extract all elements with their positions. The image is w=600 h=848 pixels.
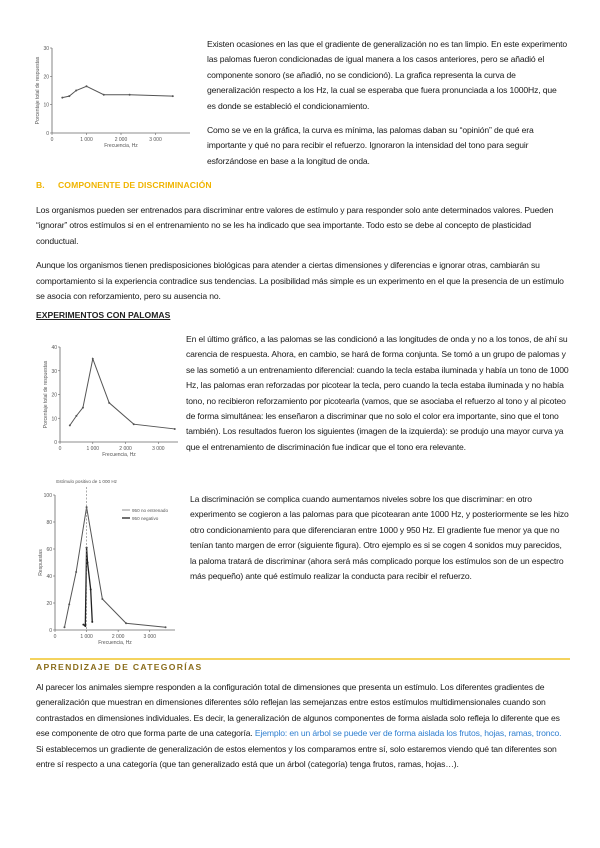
data-point bbox=[172, 95, 174, 97]
x-axis-label: Frecuencia, Hz bbox=[98, 640, 132, 645]
paragraph: En el último gráfico, a las palomas se las condicionó a las longitudes de onda y no a los tonos, de ahí su carencia de respuesta. Ahora, en cambio, se hará de forma conjunta. Se tomó a un grupo de palomas y se las sometió a un entrenamiento diferencial: cuando la tecla estaba iluminada y había un tono de 1000 Hz, las palomas eran reforzadas por picotear la tecla, pero cuando la tecla estaba iluminada y no había tono, no recibieron reforzamiento por picotearla (vamos, que se asociaba el refuerzo al tono y al picoteo de forma simultánea: les enseñaron a discriminar que no solo el color era importante, sino que el tono también). Los resultados fueron los siguientes (imagen de la izquierda): se produjo una mayor curva ya que el entrenamiento de discriminación fue indicar que el tono era relevante. bbox=[186, 334, 569, 452]
data-point bbox=[133, 423, 135, 425]
y-tick-label: 10 bbox=[51, 416, 57, 423]
data-point bbox=[165, 626, 167, 628]
data-point bbox=[86, 85, 88, 87]
y-tick-label: 20 bbox=[46, 601, 52, 607]
x-tick-label: 0 bbox=[58, 446, 62, 452]
data-point bbox=[69, 424, 71, 426]
experiment-text-2 bbox=[190, 492, 570, 593]
y-tick-label: 20 bbox=[43, 74, 49, 81]
legend-label: 950 no entrenado bbox=[132, 507, 169, 513]
series-line bbox=[70, 359, 175, 429]
y-tick-label: 10 bbox=[43, 102, 49, 109]
data-point bbox=[82, 624, 84, 626]
950hz-discrimination-chart bbox=[30, 475, 180, 645]
y-tick-label: 80 bbox=[46, 520, 52, 526]
categories-text bbox=[36, 680, 570, 781]
paragraph: Aunque los organismos tienen predisposiciones biológicas para atender a ciertas dimensiones y diferencias e ignorar otras, cambiarán su comportamiento si la experiencia contradice sus tendencias. La posibilidad más simple es un experimento en el que la presencia de un estímulo se asocia con reforzamiento, pero su ausencia no. bbox=[36, 260, 564, 302]
section-heading-discrimination bbox=[36, 180, 212, 190]
data-point bbox=[61, 97, 63, 99]
x-tick-label: 1 000 bbox=[80, 137, 93, 143]
data-point bbox=[63, 626, 65, 628]
section-title: COMPONENTE DE DISCRIMINACIÓN bbox=[58, 180, 212, 190]
y-axis-label: Respuestas bbox=[38, 549, 44, 576]
x-tick-label: 3 000 bbox=[143, 634, 156, 640]
paragraph: Existen ocasiones en las que el gradiente de generalización no es tan limpio. En este experimento las palomas fueron condicionadas de igual manera a los casos anteriores, pero se añadió el componente sonoro (se añadió, no se condicionó). La grafica representa la curva de generalización respecto a los Hz, la cual se esperaba que fuera pronunciada a los 1000Hz, que es donde se estableció el condicionamiento. bbox=[207, 39, 567, 111]
x-tick-label: 2 000 bbox=[119, 446, 132, 452]
data-point bbox=[125, 622, 127, 624]
y-tick-label: 0 bbox=[54, 440, 57, 446]
data-point bbox=[84, 625, 86, 627]
x-tick-label: 3 000 bbox=[149, 137, 162, 143]
y-tick-label: 20 bbox=[51, 392, 57, 399]
section-number: B. bbox=[36, 180, 45, 190]
data-point bbox=[91, 621, 93, 623]
data-point bbox=[75, 90, 77, 92]
legend-label: 950 negativo bbox=[132, 515, 159, 521]
categories-heading: APRENDIZAJE DE CATEGORÍAS bbox=[36, 662, 203, 672]
series-line bbox=[83, 548, 92, 626]
paragraph bbox=[36, 680, 570, 772]
y-tick-label: 60 bbox=[46, 547, 52, 553]
data-point bbox=[68, 95, 70, 97]
example-highlight: Ejemplo: en un árbol se puede ver de forma aislada los frutos, hojas, ramas, tronco. bbox=[254, 728, 562, 739]
data-point bbox=[75, 415, 77, 417]
discrimination-text bbox=[36, 203, 568, 313]
paragraph: La discriminación se complica cuando aumentamos niveles sobre los que discriminar: en otro experimento se cogieron a las palomas para que picotearan ante 1000 Hz, y posteriormente se les hizo otro condicionamiento para que diferenciaran entre 1000 y 950 Hz. El gradiente fue menor ya que no tenían tanto margen de error (siguiente figura). Otro ejemplo es si se cogen 4 sonidos muy parecidos, la paloma tratará de discriminar (ahora será más complicado porque los estímulos son de un espectro más pequeño) ante qué estímulo realizar la conducta para recibir el refuerzo. bbox=[190, 494, 569, 582]
experiment-text-1 bbox=[186, 332, 570, 464]
y-tick-label: 40 bbox=[46, 574, 52, 580]
data-point bbox=[92, 358, 94, 360]
data-point bbox=[101, 598, 103, 600]
x-axis-label: Frecuencia, Hz bbox=[104, 143, 138, 149]
data-point bbox=[90, 589, 92, 591]
y-tick-label: 30 bbox=[43, 46, 49, 52]
x-tick-label: 0 bbox=[53, 634, 57, 640]
generalization-chart-tone bbox=[30, 40, 195, 155]
annotation: Estímulo positivo de 1 000 Hz bbox=[56, 479, 117, 484]
y-tick-label: 40 bbox=[51, 345, 57, 351]
y-axis-label: Porcentaje total de respuestas bbox=[43, 360, 49, 429]
paragraph: Los organismos pueden ser entrenados para discriminar entre valores de estímulo y para responder solo ante determinados valores. Pueden “ignorar” otros estímulos si en el entrenamiento no se les ha indicado que sea importante. Todo esto se debe al concepto de plasticidad conductual. bbox=[36, 205, 554, 246]
y-axis-label: Porcentaje total de respuestas bbox=[35, 56, 41, 125]
text: Si establecemos un gradiente de generalización de estos elementos y los comparamos entre sí, solo estaremos viendo qué tan diferentes son entre sí respecto a una categoría (que tan generalizado está que un árbol (categoría) tenga frutos, ramas, hojas…). bbox=[36, 743, 557, 770]
data-point bbox=[174, 428, 176, 430]
series-line bbox=[62, 86, 172, 97]
y-tick-label: 100 bbox=[43, 493, 52, 499]
data-point bbox=[129, 94, 131, 96]
x-tick-label: 3 000 bbox=[152, 446, 165, 452]
x-axis-label: Frecuencia, Hz bbox=[102, 452, 136, 458]
data-point bbox=[103, 94, 105, 96]
text: Al parecer los animales siempre responden a la configuración total de dimensiones que presenta un estímulo. Los diferentes gradientes de generalización que muestran en dimensiones diferentes sólo reflejan las semejanzas entre estos estímulos multidimensionales cuando son contrastados en dimensiones individuales. Es decir, la generalización de algunos componentes de forma aislada solo refleja lo diferente que es ese componente de otro que forma parte de una categoría. bbox=[36, 682, 560, 739]
x-tick-label: 1 000 bbox=[80, 634, 93, 640]
y-tick-label: 0 bbox=[49, 628, 52, 634]
data-point bbox=[68, 603, 70, 605]
x-tick-label: 2 000 bbox=[111, 634, 125, 640]
data-point bbox=[75, 571, 77, 573]
x-tick-label: 2 000 bbox=[114, 137, 128, 143]
series-line bbox=[64, 507, 165, 627]
section-divider bbox=[30, 658, 570, 660]
paragraph: Como se ve en la gráfica, la curva es mínima, las palomas daban su “opinión” de qué era importante y qué no para recibir el refuerzo. Ignoraron la intensidad del tono para seguir esforzándose en base a la longitud de onda. bbox=[207, 125, 534, 166]
discrimination-training-chart bbox=[30, 335, 180, 465]
data-point bbox=[108, 402, 110, 404]
x-tick-label: 0 bbox=[50, 137, 54, 143]
x-tick-label: 1 000 bbox=[86, 446, 100, 452]
data-point bbox=[82, 407, 84, 409]
intro-text bbox=[207, 37, 567, 178]
y-tick-label: 0 bbox=[46, 131, 49, 137]
experiments-heading: EXPERIMENTOS CON PALOMAS bbox=[36, 310, 171, 320]
y-tick-label: 30 bbox=[51, 368, 57, 375]
